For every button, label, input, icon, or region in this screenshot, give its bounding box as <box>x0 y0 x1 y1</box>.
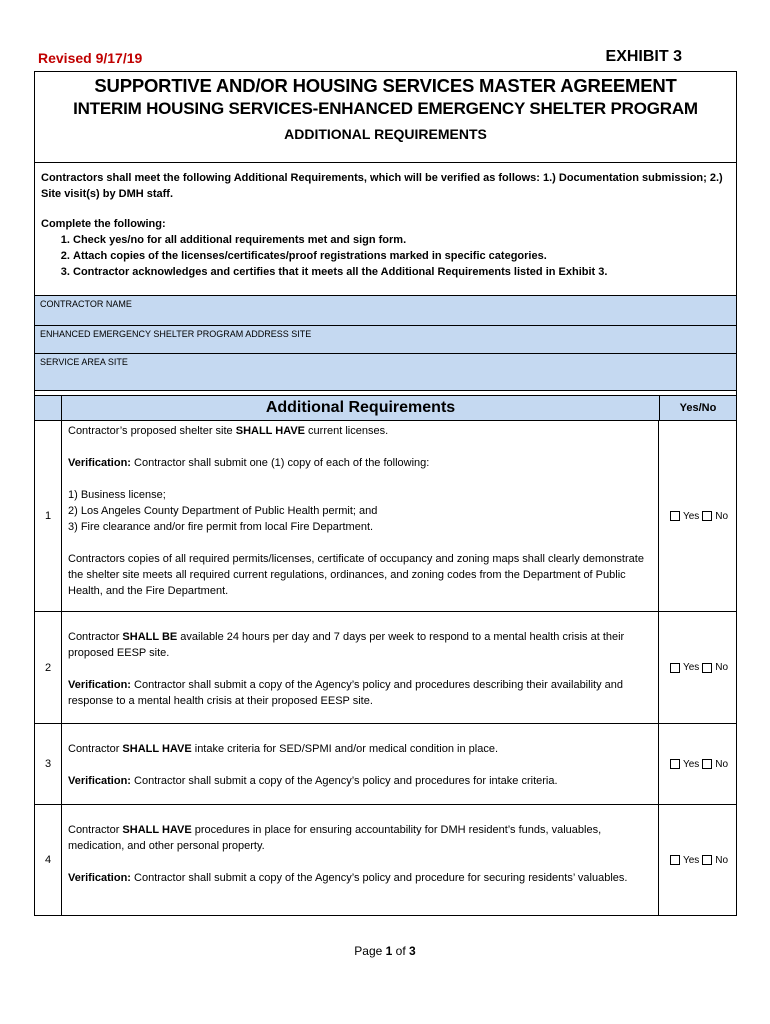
page-footer: Page 1 of 3 <box>354 944 416 958</box>
no-checkbox[interactable] <box>702 511 712 521</box>
yes-checkbox[interactable] <box>670 511 680 521</box>
page-number: 1 <box>385 944 393 958</box>
contractor-name-field[interactable] <box>35 296 736 326</box>
revised-date: Revised 9/17/19 <box>38 50 143 66</box>
title-block <box>35 75 736 163</box>
contractor-name-label: CONTRACTOR NAME <box>40 299 132 309</box>
row-number: 3 <box>35 724 62 804</box>
yes-no-cell: Yes No <box>659 421 736 611</box>
no-checkbox[interactable] <box>702 663 712 673</box>
table-row <box>35 724 736 805</box>
address-site-field[interactable] <box>35 326 736 354</box>
title-line-2: INTERIM HOUSING SERVICES-ENHANCED EMERGENCY SHELTER PROGRAM <box>73 99 698 118</box>
exhibit-label: EXHIBIT 3 <box>605 48 682 65</box>
title-line-1: SUPPORTIVE AND/OR HOUSING SERVICES MASTER AGREEMENT <box>94 75 677 96</box>
yes-checkbox[interactable] <box>670 759 680 769</box>
no-checkbox[interactable] <box>702 855 712 865</box>
complete-label: Complete the following: <box>41 218 166 230</box>
requirements-heading: Additional Requirements <box>62 396 660 420</box>
requirement-text: Contractor’s proposed shelter site SHALL HAVE current licenses. Verification: Contractor shall submit one (1) copy of each of the following: 1) Business license; 2) Los Angeles County Department of Public Health permit; and 3) Fire clearance and/or fire permit from local Fire Department. Contractors copies of all required permits/licenses, certificate of occupancy and zoning maps shall clearly demonstrate the shelter site meets all required current regulations, ordinances, and zoning codes from the Department of Public Health, and the Fire Department. <box>62 421 659 611</box>
yes-checkbox[interactable] <box>670 663 680 673</box>
requirement-text: Contractor SHALL HAVE intake criteria for SED/SPMI and/or medical condition in place. Verification: Contractor shall submit a copy of the Agency’s policy and procedures for intake criteria. <box>62 724 659 804</box>
instructions-paragraph: Contractors shall meet the following Additional Requirements, which will be verified as follows: 1.) Documentation submission; 2.) Site visit(s) by DMH staff. <box>41 172 723 200</box>
yes-no-cell: Yes No <box>659 805 736 915</box>
yes-no-cell: Yes No <box>659 612 736 723</box>
yes-no-cell: Yes No <box>659 724 736 804</box>
step-item: 2. Attach copies of the licenses/certificates/proof registrations marked in specific categories. <box>73 248 730 264</box>
instructions <box>35 163 736 296</box>
row-number: 2 <box>35 612 62 723</box>
top-row <box>34 50 738 72</box>
steps-list <box>41 232 730 280</box>
table-row <box>35 612 736 724</box>
step-item: 3. Contractor acknowledges and certifies that it meets all the Additional Requirements listed in Exhibit 3. <box>73 264 730 280</box>
title-line-3: ADDITIONAL REQUIREMENTS <box>284 126 487 142</box>
table-row <box>35 805 736 915</box>
row-number: 4 <box>35 805 62 915</box>
service-area-label: SERVICE AREA SITE <box>40 357 128 367</box>
yes-no-heading: Yes/No <box>679 402 717 414</box>
address-site-label: ENHANCED EMERGENCY SHELTER PROGRAM ADDRESS SITE <box>40 329 312 339</box>
agreement-form <box>34 71 737 916</box>
header-num-cell <box>35 396 62 420</box>
requirements-header <box>35 396 736 421</box>
table-row <box>35 421 736 612</box>
page-total: 3 <box>409 944 416 958</box>
no-checkbox[interactable] <box>702 759 712 769</box>
row-number: 1 <box>35 421 62 611</box>
service-area-field[interactable] <box>35 354 736 391</box>
requirement-text: Contractor SHALL BE available 24 hours per day and 7 days per week to respond to a mental health crisis at their proposed EESP site. Verification: Contractor shall submit a copy of the Agency’s policy and procedures describing their availability and response to a mental health crisis at their proposed EESP site. <box>62 612 659 723</box>
yes-checkbox[interactable] <box>670 855 680 865</box>
requirement-text: Contractor SHALL HAVE procedures in place for ensuring accountability for DMH resident’s funds, valuables, medication, and other personal property. Verification: Contractor shall submit a copy of the Agency’s policy and procedure for securing residents’ valuables. <box>62 805 659 915</box>
step-item: 1. Check yes/no for all additional requirements met and sign form. <box>73 232 730 248</box>
